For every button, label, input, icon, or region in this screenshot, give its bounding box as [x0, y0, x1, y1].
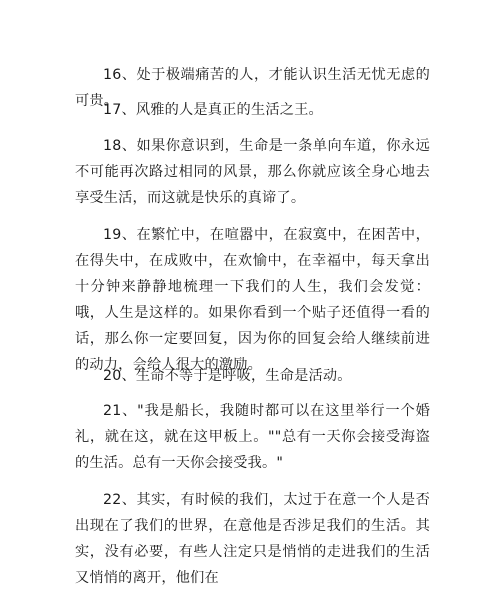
paragraph-21: 21、"我是船长，我随时都可以在这里举行一个婚礼，就在这，就在这甲板上。""总有一天你会接受海盗的生活。总有一天你会接受我。" — [75, 403, 430, 471]
paragraph-22: 22、其实，有时候的我们，太过于在意一个人是否出现在了我们的世界，在意他是否涉足我们的生活。其实，没有必要，有些人注定只是悄悄的走进我们的生活又悄悄的离开，他们在 — [75, 492, 430, 586]
paragraph-20: 20、生命不等于是呼吸，生命是活动。 — [103, 368, 352, 384]
paragraph-16: 16、处于极端痛苦的人，才能认识生活无忧无虑的可贵。 — [75, 67, 430, 109]
paragraph-18: 18、如果你意识到，生命是一条单向车道，你永远不可能再次路过相同的风景，那么你就应该全身心地去享受生活，而这就是快乐的真谛了。 — [75, 138, 430, 206]
paragraph-19: 19、在繁忙中，在喧嚣中，在寂寞中，在困苦中，在得失中，在成败中，在欢愉中，在幸福中，每天拿出十分钟来静静地梳理一下我们的人生，我们会发觉：哦，人生是这样的。如果你看到一个贴子还值得一看的话，那么你一定要回复，因为你的回复会给人继续前进的动力，会给人很大的激励。 — [75, 227, 430, 373]
paragraph-17: 17、风雅的人是真正的生活之王。 — [103, 102, 323, 118]
